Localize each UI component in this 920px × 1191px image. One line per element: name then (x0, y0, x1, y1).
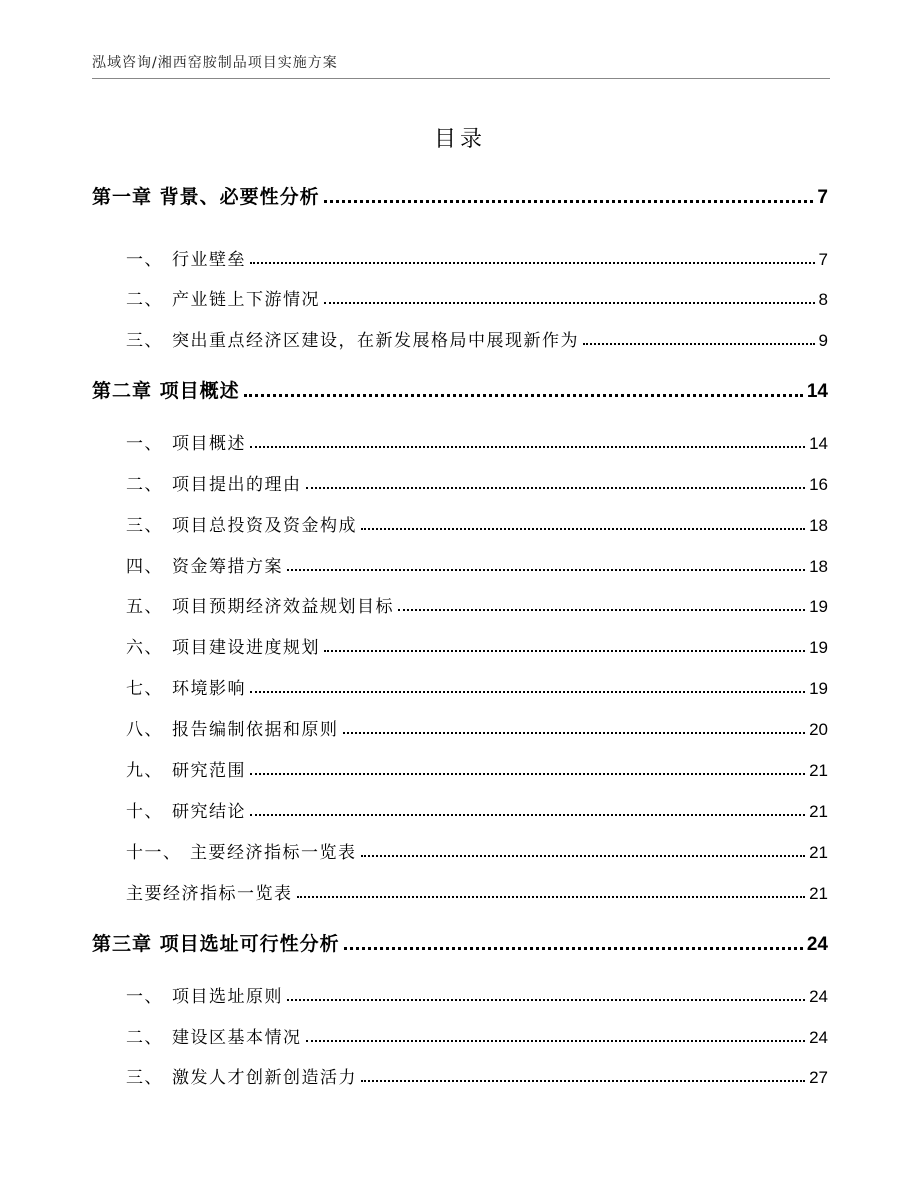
toc-entry-label: 建设区基本情况 (172, 1028, 302, 1048)
dot-leader (250, 691, 805, 693)
toc-section-entry[interactable] (126, 632, 828, 658)
toc-entry-number: 二、 (126, 290, 163, 310)
toc-section-entry[interactable] (126, 244, 828, 270)
toc-entry-label: 第三章 项目选址可行性分析 (92, 933, 340, 955)
toc-section-entry[interactable] (126, 878, 828, 904)
toc-page-number: 19 (809, 679, 828, 698)
dot-leader (361, 1080, 805, 1082)
toc-entry-number: 十、 (126, 802, 163, 822)
dot-leader (250, 773, 805, 775)
toc-entry-label: 主要经济指标一览表 (126, 884, 293, 904)
toc-entry-number: 三、 (126, 331, 163, 351)
toc-page-number: 21 (809, 843, 828, 862)
header-rule (92, 78, 830, 79)
toc-entry-number: 一、 (126, 250, 163, 270)
toc-page-number: 24 (806, 934, 828, 955)
toc-page-number: 8 (818, 290, 828, 309)
toc-section-entry[interactable] (126, 591, 828, 617)
toc-entry-label: 主要经济指标一览表 (190, 843, 357, 863)
toc-page-number: 7 (817, 187, 828, 208)
toc-page-number: 27 (809, 1068, 828, 1087)
dot-leader (287, 999, 805, 1001)
toc-entry-number: 六、 (126, 638, 163, 658)
toc-page-number: 24 (809, 987, 828, 1006)
dot-leader (287, 569, 805, 571)
dot-leader (244, 394, 803, 397)
toc-page-number: 7 (818, 250, 828, 269)
toc-page-number: 21 (809, 802, 828, 821)
toc-page-number: 21 (809, 761, 828, 780)
toc-page-number: 18 (809, 516, 828, 535)
toc-section-entry[interactable] (126, 796, 828, 822)
dot-leader (297, 896, 806, 898)
toc-page-number: 19 (809, 597, 828, 616)
toc-entry-number: 八、 (126, 720, 163, 740)
toc-entry-number: 三、 (126, 516, 163, 536)
toc-page-number: 19 (809, 638, 828, 657)
toc-section-entry[interactable] (126, 551, 828, 577)
dot-leader (583, 343, 815, 345)
dot-leader (324, 650, 805, 652)
toc-page-number: 14 (809, 434, 828, 453)
toc-entry-label: 项目选址原则 (172, 987, 283, 1007)
dot-leader (324, 200, 814, 203)
toc-page-number: 20 (809, 720, 828, 739)
toc-section-entry[interactable] (126, 714, 828, 740)
toc-entry-label: 产业链上下游情况 (172, 290, 320, 310)
toc-entry-number: 四、 (126, 557, 163, 577)
dot-leader (250, 446, 805, 448)
toc-section-entry[interactable] (126, 510, 828, 536)
dot-leader (344, 947, 803, 950)
toc-chapter-entry[interactable] (92, 930, 828, 956)
toc-entry-number: 七、 (126, 679, 163, 699)
toc-entry-label: 第一章 背景、必要性分析 (92, 186, 320, 208)
dot-leader (398, 609, 805, 611)
page-title: 目录 (433, 127, 486, 152)
dot-leader (306, 1040, 806, 1042)
toc-section-entry[interactable] (126, 673, 828, 699)
toc-page-number: 18 (809, 557, 828, 576)
toc-section-entry[interactable] (126, 1062, 828, 1088)
toc-entry-label: 研究结论 (172, 802, 246, 822)
toc-entry-number: 一、 (126, 987, 163, 1007)
dot-leader (361, 528, 805, 530)
toc-entry-label: 项目提出的理由 (172, 475, 302, 495)
toc-section-entry[interactable] (126, 469, 828, 495)
toc-entry-label: 激发人才创新创造活力 (172, 1068, 357, 1088)
toc-section-entry[interactable] (126, 325, 828, 351)
toc-entry-label: 环境影响 (172, 679, 246, 699)
toc-entry-label: 项目总投资及资金构成 (172, 516, 357, 536)
toc-chapter-entry[interactable] (92, 377, 828, 403)
toc-entry-number: 十一、 (126, 843, 182, 863)
toc-page-number: 14 (806, 381, 828, 402)
toc-entry-label: 行业壁垒 (172, 250, 246, 270)
dot-leader (250, 814, 805, 816)
toc-entry-number: 九、 (126, 761, 163, 781)
toc-entry-label: 报告编制依据和原则 (172, 720, 339, 740)
toc-section-entry[interactable] (126, 837, 828, 863)
dot-leader (250, 262, 815, 264)
toc-section-entry[interactable] (126, 284, 828, 310)
toc-page-number: 9 (818, 331, 828, 350)
toc-entry-label: 项目概述 (172, 434, 246, 454)
toc-section-entry[interactable] (126, 1022, 828, 1048)
toc-entry-label: 第二章 项目概述 (92, 380, 240, 402)
toc-section-entry[interactable] (126, 755, 828, 781)
running-header: 泓域咨询/湘西窑胺制品项目实施方案 (92, 55, 338, 71)
dot-leader (361, 855, 806, 857)
toc-entry-label: 项目建设进度规划 (172, 638, 320, 658)
toc-page-number: 24 (809, 1028, 828, 1047)
toc-entry-number: 五、 (126, 597, 163, 617)
toc-chapter-entry[interactable] (92, 183, 828, 209)
toc-entry-label: 研究范围 (172, 761, 246, 781)
dot-leader (324, 302, 815, 304)
toc-section-entry[interactable] (126, 428, 828, 454)
toc-section-entry[interactable] (126, 981, 828, 1007)
toc-entry-label: 资金筹措方案 (172, 557, 283, 577)
toc-page-number: 21 (809, 884, 828, 903)
toc-entry-number: 二、 (126, 1028, 163, 1048)
toc-entry-number: 三、 (126, 1068, 163, 1088)
dot-leader (306, 487, 806, 489)
toc-entry-label: 突出重点经济区建设，在新发展格局中展现新作为 (172, 331, 579, 351)
dot-leader (343, 732, 806, 734)
toc-entry-number: 一、 (126, 434, 163, 454)
toc-page-number: 16 (809, 475, 828, 494)
toc-entry-number: 二、 (126, 475, 163, 495)
toc-entry-label: 项目预期经济效益规划目标 (172, 597, 394, 617)
